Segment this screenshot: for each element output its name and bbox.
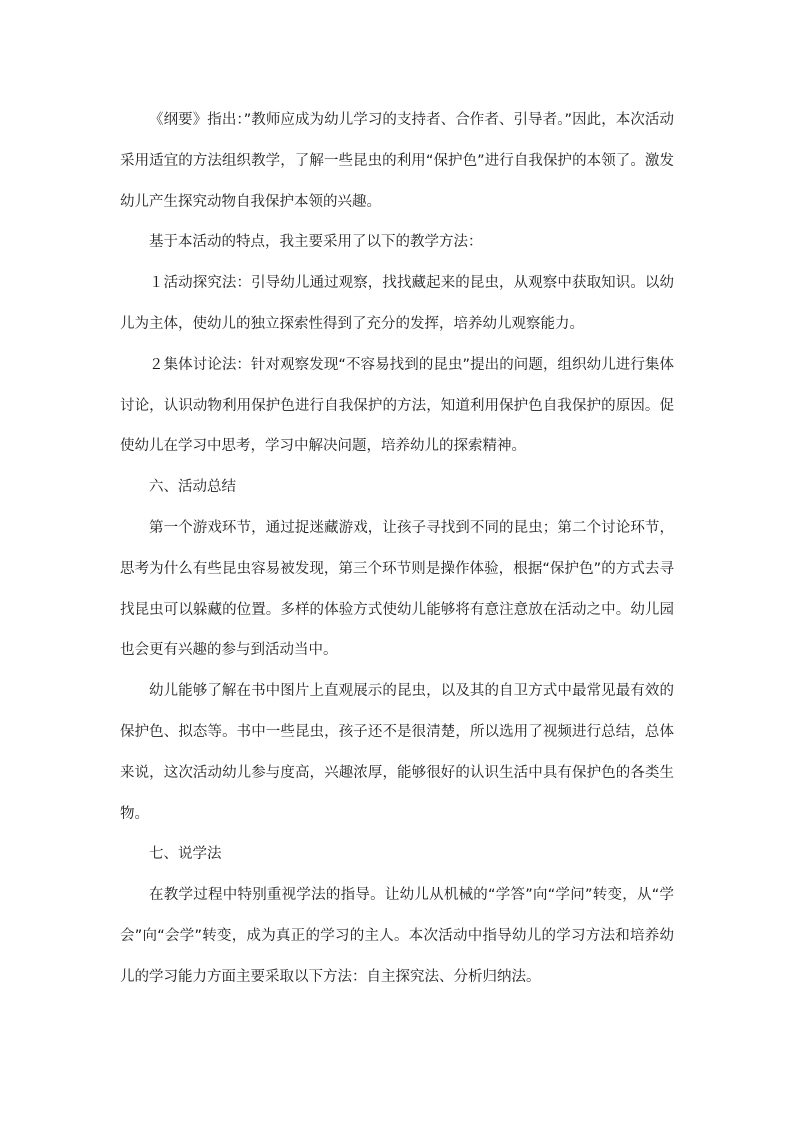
paragraph-methods-intro: 基于本活动的特点，我主要采用了以下的教学方法： [149,234,483,251]
document-body [120,100,674,998]
paragraph-learning-methods: 在教学过程中特别重视学法的指导。让幼儿从机械的“学答”向“学问”转变，从“学会”向“会学”转变，成为真正的学习的主人。本次活动中指导幼儿的学习方法和培养幼儿的学习能力方面主要采取以下方法：自主探究法、分析归纳法。 [120,887,674,985]
paragraph-guideline-quote: 《纲要》指出：”教师应成为幼儿学习的支持者、合作者、引导者。”因此，本次活动采用适宜的方法组织教学，了解一些昆虫的利用“保护色”进行自我保护的本领了。激发幼儿产生探究动物自我保护本领的兴趣。 [120,112,674,210]
section-heading-summary: 六、活动总结 [149,479,236,496]
paragraph-method-exploration: １活动探究法：引导幼儿通过观察，找找藏起来的昆虫，从观察中获取知识。以幼儿为主体，使幼儿的独立探索性得到了充分的发挥，培养幼儿观察能力。 [120,275,674,332]
section-heading-learning-methods: 七、说学法 [149,846,222,863]
paragraph-summary-outcome: 幼儿能够了解在书中图片上直观展示的昆虫，以及其的自卫方式中最常见最有效的保护色、拟态等。书中一些昆虫，孩子还不是很清楚，所以选用了视频进行总结，总体来说，这次活动幼儿参与度高，兴趣浓厚，能够很好的认识生活中具有保护色的各类生物。 [120,683,674,822]
paragraph-method-discussion: ２集体讨论法：针对观察发现“不容易找到的昆虫”提出的问题，组织幼儿进行集体讨论，认识动物利用保护色进行自我保护的方法，知道利用保护色自我保护的原因。促使幼儿在学习中思考，学习中解决问题，培养幼儿的探索精神。 [120,356,674,455]
paragraph-summary-games: 第一个游戏环节，通过捉迷藏游戏，让孩子寻找到不同的昆虫；第二个讨论环节，思考为什么有些昆虫容易被发现，第三个环节则是操作体验，根据“保护色”的方式去寻找昆虫可以躲藏的位置。多样的体验方式使幼儿能够将有意注意放在活动之中。幼儿园也会更有兴趣的参与到活动当中。 [120,519,674,659]
